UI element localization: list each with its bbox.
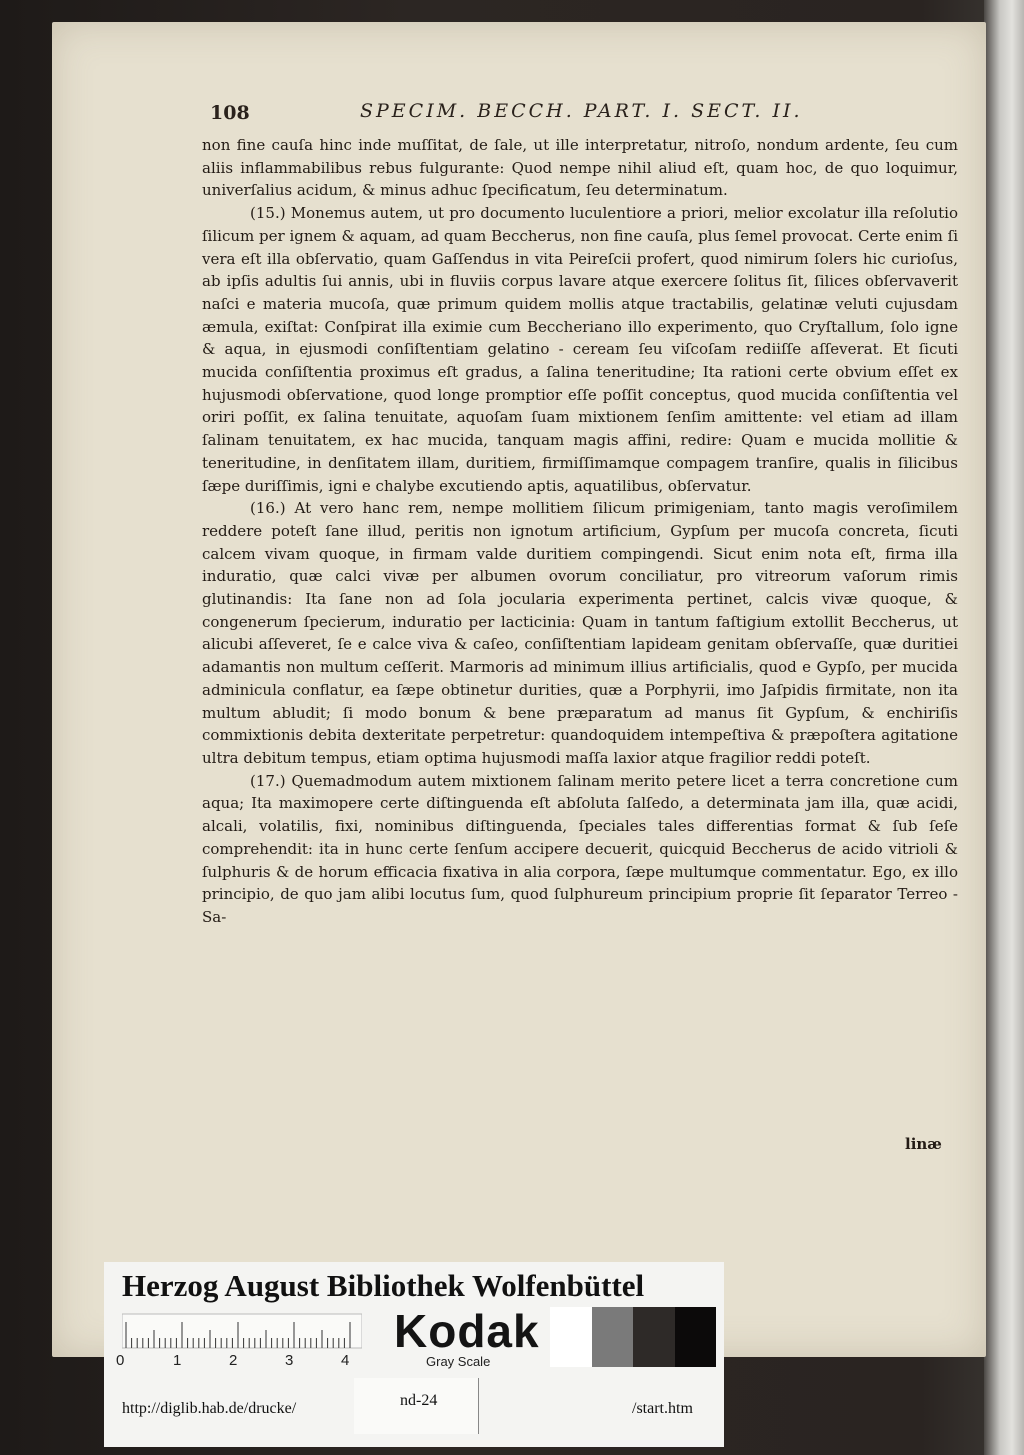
catchword: linæ xyxy=(905,1135,942,1153)
paragraph-15: (15.) Monemus autem, ut pro documento luculentiore a priori, melior excolatur illa reſolutio ſilicum per ignem & aquam, ad quam Beccherus, non fine cauſa, plus ſemel provocat. Certe enim ſi vera eſt illa obſervatio, quam Gaſſendus in vita Peireſcii profert, quod nimirum ſolers hic curioſus, ab ipſis adultis ſui annis, ubi in fluviis corpus lavare atque exercere ſolitus ſit, ſilices obſervaverit naſci e materia mucoſa, quæ primum quidem mollis atque tractabilis, gelatinæ veluti cujusdam æmula, exiſtat: Conſpirat illa eximie cum Beccheriano illo experimento, quo Cryſtallum, ſolo igne & aqua, in ejusmodi conſiſtentiam gelatino - ceream ſeu viſcoſam rediiſſe aſſeverat. Et ſicuti mucida conſiſtentia proximus eſt gradus, a ſalina teneritudine; Ita rationi certe obvium eſſet ex hujusmodi obſervatione, quod longe promptior eſſe poſſit conceptus, quod mucida conſiſtentia vel oriri poſſit, ex ſalina tenuitate, aquoſam ſuam mixtionem ſenſim amittente: vel etiam ad illam ſalinam tenuitatem, ex hac mucida, tanquam magis affini, redire: Quam e mucida mollitie & teneritudine, in denſitatem illam, duritiem, firmiſſimamque compagem tranſire, qualis in ſilicibus ſæpe duriſſimis, igni e chalybe excutiendo aptis, aquatilibus, obſervatur. xyxy=(202,204,958,495)
ruler-label: 1 xyxy=(173,1352,182,1369)
ruler-labels xyxy=(116,1352,366,1372)
paragraph-continuation: non fine cauſa hinc inde muſſitat, de ſale, ut ille interpretatur, nitroſo, nondum ardente, ſeu cum aliis inflammabilibus rebus fulgurante: Quod nempe nihil aliud eſt, quam hoc, de quo loquimur, univerſalius acidum, & minus adhuc ſpecificatum, ſeu determinatum. xyxy=(202,136,958,200)
paragraph-17: (17.) Quemadmodum autem mixtionem ſalinam merito petere licet a terra concretione cum aqua; Ita maximopere certe diſtinguenda eſt abſoluta ſalſedo, a determinata jam illa, quæ acidi, alcali, volatilis, fixi, nominibus diſtinguenda, ſpeciales tales differentias format & ſub ſeſe comprehendit: ita in hunc certe ſenſum accipere decuerit, quicquid Beccherus de acido vitrioli & ſulphuris & de horum efficacia fixativa in alia corpora, ſæpe multumque commentatur. Ego, ex illo principio, de quo jam alibi locutus ſum, quod ſulphureum principium proprie ſit ſeparator Terreo - Sa- xyxy=(202,771,958,926)
paragraph-16: (16.) At vero hanc rem, nempe mollitiem ſilicum primigeniam, tanto magis veroſimilem reddere poteſt ſane illud, peritis non ignotum artificium, Gypſum per mucoſa concreta, ſicuti calcem vivam quoque, in firmam valde duritiem compingendi. Sicut enim nota eſt, firma illa induratio, quæ calci vivæ per albumen ovorum conciliatur, pro vitreorum vaſorum rimis glutinandis: Ita ſane non ad ſola jocularia experimenta pertinet, calcis vivæ quoque, & congenerum ſpecierum, induratio per lacticinia: Quam in tantum faſtigium extollit Beccherus, ut alicubi aſſeveret, ſe e calce viva & caſeo, conſiſtentiam lapideam genitam obſervaſſe, quæ duritiei adamantis non multum ceſſerit. Marmoris ad minimum illius artificialis, quod e Gypſo, per mucida adminicula conflatur, ea ſæpe obtinetur durities, quæ a Porphyrii, imo Jaſpidis firmitate, non ita multum abludit; ſi modo bonum & bene præparatum ad manus ſit Gypſum, & enchiriſis commixtionis debita dexteritate perpetretur: quandoquidem intempeſtiva & præpoſtera agitatione ultra debitum tempus, etiam optima hujusmodi maſſa laxior atque fragilior reddi poteſt. xyxy=(202,499,958,767)
ruler-label: 0 xyxy=(116,1352,125,1369)
ruler-label: 3 xyxy=(285,1352,294,1369)
url-suffix: /start.htm xyxy=(632,1400,693,1417)
color-target-card xyxy=(104,1262,724,1447)
kodak-logo: Kodak xyxy=(394,1305,540,1357)
gray-patch xyxy=(550,1307,592,1367)
library-name: Herzog August Bibliothek Wolfenbüttel xyxy=(122,1268,645,1303)
body-text xyxy=(202,134,958,1184)
url-base: http://diglib.hab.de/drucke/ xyxy=(122,1400,297,1417)
gray-patch xyxy=(633,1307,675,1367)
url-row xyxy=(104,1378,724,1434)
scale-ruler xyxy=(122,1312,362,1352)
running-head xyxy=(210,98,950,134)
book-edge xyxy=(984,0,1024,1455)
gray-patch xyxy=(592,1307,634,1367)
running-head-title: SPECIM. BECCH. PART. I. SECT. II. xyxy=(360,100,803,122)
gray-patch xyxy=(675,1307,717,1367)
page-number: 108 xyxy=(210,102,250,124)
ruler-label: 2 xyxy=(229,1352,238,1369)
gray-scale-label: Gray Scale xyxy=(426,1354,491,1369)
url-id: nd-24 xyxy=(400,1392,438,1409)
gray-scale-patches xyxy=(550,1307,716,1367)
ruler-label: 4 xyxy=(341,1352,350,1369)
